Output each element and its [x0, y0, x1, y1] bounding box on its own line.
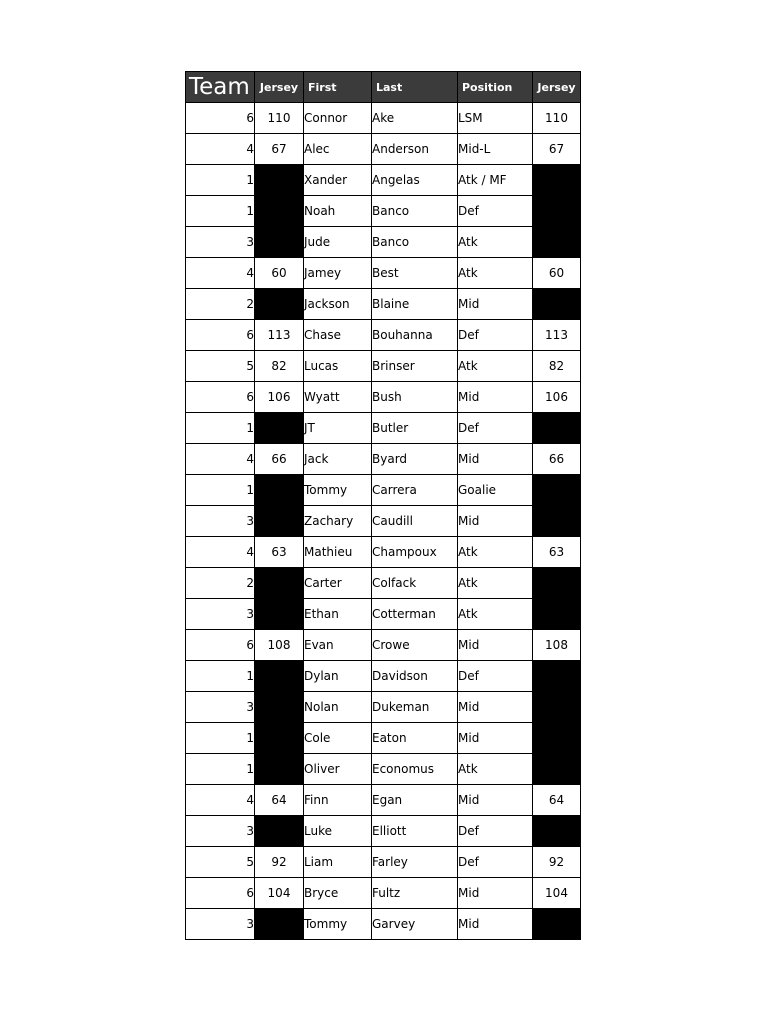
- team-cell: 1: [186, 661, 255, 692]
- jersey-cell: 82: [255, 351, 304, 382]
- jersey-cell: 106: [255, 382, 304, 413]
- table-row: [186, 103, 581, 134]
- position-cell: Def: [458, 661, 533, 692]
- position-cell: Mid: [458, 692, 533, 723]
- position-cell: Def: [458, 847, 533, 878]
- team-cell: 4: [186, 134, 255, 165]
- first-name-cell: Dylan: [304, 661, 372, 692]
- position-cell: Mid: [458, 723, 533, 754]
- first-name-cell: Bryce: [304, 878, 372, 909]
- header-row: [186, 72, 581, 103]
- jersey-repeat-cell: 2: [533, 165, 581, 196]
- first-name-cell: Zachary: [304, 506, 372, 537]
- table-row: [186, 754, 581, 785]
- position-cell: Mid: [458, 909, 533, 940]
- jersey-cell: 104: [255, 878, 304, 909]
- last-name-cell: Caudill: [372, 506, 458, 537]
- position-cell: Atk: [458, 537, 533, 568]
- position-cell: Atk: [458, 227, 533, 258]
- last-name-cell: Bouhanna: [372, 320, 458, 351]
- jersey-cell: 45: [255, 909, 304, 940]
- first-name-cell: Jackson: [304, 289, 372, 320]
- jersey-repeat-cell: 60: [533, 258, 581, 289]
- position-cell: Atk: [458, 351, 533, 382]
- team-cell: 1: [186, 413, 255, 444]
- team-cell: 4: [186, 258, 255, 289]
- first-name-cell: Mathieu: [304, 537, 372, 568]
- last-name-cell: Fultz: [372, 878, 458, 909]
- position-cell: Atk: [458, 258, 533, 289]
- first-name-cell: Luke: [304, 816, 372, 847]
- jersey-repeat-cell: 47: [533, 506, 581, 537]
- position-cell: Def: [458, 816, 533, 847]
- table-row: [186, 723, 581, 754]
- jersey-repeat-cell: 51: [533, 816, 581, 847]
- team-cell: 1: [186, 754, 255, 785]
- table-row: [186, 258, 581, 289]
- team-cell: 1: [186, 196, 255, 227]
- last-name-cell: Brinser: [372, 351, 458, 382]
- table-row: [186, 568, 581, 599]
- table-row: [186, 475, 581, 506]
- team-cell: 4: [186, 537, 255, 568]
- jersey-repeat-cell: 42: [533, 599, 581, 630]
- jersey-repeat-cell: 11: [533, 196, 581, 227]
- last-name-cell: Blaine: [372, 289, 458, 320]
- first-name-cell: Connor: [304, 103, 372, 134]
- last-name-cell: Carrera: [372, 475, 458, 506]
- team-cell: 3: [186, 692, 255, 723]
- jersey-repeat-cell: 63: [533, 537, 581, 568]
- table-row: [186, 351, 581, 382]
- table-row: [186, 909, 581, 940]
- table-row: [186, 382, 581, 413]
- table-row: [186, 847, 581, 878]
- jersey-cell: 4: [255, 723, 304, 754]
- jersey-repeat-cell: 108: [533, 630, 581, 661]
- jersey-cell: 26: [255, 289, 304, 320]
- table-row: [186, 661, 581, 692]
- jersey-column-header: Jersey: [255, 72, 304, 103]
- table-row: [186, 692, 581, 723]
- last-name-cell: Anderson: [372, 134, 458, 165]
- team-cell: 3: [186, 816, 255, 847]
- jersey-cell: 113: [255, 320, 304, 351]
- first-name-cell: Lucas: [304, 351, 372, 382]
- table-row: [186, 227, 581, 258]
- team-cell: 2: [186, 568, 255, 599]
- jersey-cell: 21: [255, 568, 304, 599]
- table-row: [186, 444, 581, 475]
- jersey-repeat-cell: 26: [533, 289, 581, 320]
- jersey-cell: 64: [255, 785, 304, 816]
- table-row: [186, 785, 581, 816]
- jersey-cell: 1: [255, 754, 304, 785]
- jersey-repeat-cell: 17: [533, 475, 581, 506]
- table-body: [186, 103, 581, 940]
- jersey-repeat-cell: 14: [533, 413, 581, 444]
- position-cell: Mid: [458, 878, 533, 909]
- team-cell: 3: [186, 909, 255, 940]
- last-name-cell: Farley: [372, 847, 458, 878]
- position-cell: Mid: [458, 289, 533, 320]
- jersey-cell: 47: [255, 506, 304, 537]
- jersey-cell: 108: [255, 630, 304, 661]
- jersey-repeat-cell: 45: [533, 909, 581, 940]
- first-name-cell: Chase: [304, 320, 372, 351]
- table-row: [186, 816, 581, 847]
- team-cell: 5: [186, 847, 255, 878]
- table-row: [186, 165, 581, 196]
- team-cell: 6: [186, 320, 255, 351]
- jersey-cell: 110: [255, 103, 304, 134]
- table-row: [186, 134, 581, 165]
- last-name-cell: Bush: [372, 382, 458, 413]
- last-name-cell: Davidson: [372, 661, 458, 692]
- position-cell: Goalie: [458, 475, 533, 506]
- roster-table: [185, 71, 581, 940]
- jersey-repeat-column-header: Jersey: [533, 72, 581, 103]
- team-cell: 6: [186, 630, 255, 661]
- team-cell: 4: [186, 444, 255, 475]
- last-name-column-header: Last: [372, 72, 458, 103]
- team-cell: 5: [186, 351, 255, 382]
- team-cell: 1: [186, 475, 255, 506]
- jersey-cell: 66: [255, 444, 304, 475]
- team-cell: 1: [186, 165, 255, 196]
- position-cell: Atk: [458, 568, 533, 599]
- first-name-cell: Liam: [304, 847, 372, 878]
- team-cell: 3: [186, 506, 255, 537]
- first-name-cell: Evan: [304, 630, 372, 661]
- first-name-cell: Xander: [304, 165, 372, 196]
- team-cell: 6: [186, 878, 255, 909]
- jersey-repeat-cell: 92: [533, 847, 581, 878]
- first-name-cell: Ethan: [304, 599, 372, 630]
- table-row: [186, 878, 581, 909]
- first-name-cell: Noah: [304, 196, 372, 227]
- first-name-column-header: First: [304, 72, 372, 103]
- jersey-cell: 67: [255, 134, 304, 165]
- last-name-cell: Colfack: [372, 568, 458, 599]
- table-header: [186, 72, 581, 103]
- jersey-cell: 11: [255, 196, 304, 227]
- team-cell: 3: [186, 227, 255, 258]
- position-cell: Mid: [458, 785, 533, 816]
- position-cell: Atk: [458, 754, 533, 785]
- first-name-cell: Cole: [304, 723, 372, 754]
- jersey-repeat-cell: 21: [533, 568, 581, 599]
- last-name-cell: Garvey: [372, 909, 458, 940]
- table-row: [186, 537, 581, 568]
- position-column-header: Position: [458, 72, 533, 103]
- jersey-repeat-cell: 66: [533, 444, 581, 475]
- position-cell: Def: [458, 196, 533, 227]
- jersey-repeat-cell: 12: [533, 661, 581, 692]
- team-cell: 2: [186, 289, 255, 320]
- jersey-cell: 44: [255, 692, 304, 723]
- position-cell: Atk / MF: [458, 165, 533, 196]
- jersey-repeat-cell: 67: [533, 134, 581, 165]
- last-name-cell: Angelas: [372, 165, 458, 196]
- first-name-cell: Finn: [304, 785, 372, 816]
- table-row: [186, 630, 581, 661]
- first-name-cell: Jamey: [304, 258, 372, 289]
- last-name-cell: Ake: [372, 103, 458, 134]
- position-cell: Mid: [458, 630, 533, 661]
- jersey-repeat-cell: 113: [533, 320, 581, 351]
- position-cell: Def: [458, 413, 533, 444]
- jersey-cell: 14: [255, 413, 304, 444]
- jersey-repeat-cell: 104: [533, 878, 581, 909]
- first-name-cell: Carter: [304, 568, 372, 599]
- position-cell: Mid: [458, 444, 533, 475]
- last-name-cell: Best: [372, 258, 458, 289]
- team-column-header: Team: [186, 72, 255, 103]
- team-cell: 3: [186, 599, 255, 630]
- first-name-cell: Jude: [304, 227, 372, 258]
- last-name-cell: Cotterman: [372, 599, 458, 630]
- last-name-cell: Elliott: [372, 816, 458, 847]
- jersey-cell: 92: [255, 847, 304, 878]
- last-name-cell: Crowe: [372, 630, 458, 661]
- jersey-cell: 17: [255, 475, 304, 506]
- jersey-cell: 42: [255, 599, 304, 630]
- jersey-cell: 2: [255, 165, 304, 196]
- jersey-repeat-cell: 82: [533, 351, 581, 382]
- team-cell: 6: [186, 103, 255, 134]
- last-name-cell: Banco: [372, 227, 458, 258]
- jersey-repeat-cell: 110: [533, 103, 581, 134]
- position-cell: Def: [458, 320, 533, 351]
- jersey-repeat-cell: 1: [533, 754, 581, 785]
- jersey-repeat-cell: 4: [533, 723, 581, 754]
- jersey-cell: 51: [255, 816, 304, 847]
- position-cell: Mid: [458, 382, 533, 413]
- jersey-repeat-cell: 106: [533, 382, 581, 413]
- jersey-cell: 12: [255, 661, 304, 692]
- jersey-repeat-cell: 23: [533, 227, 581, 258]
- team-cell: 6: [186, 382, 255, 413]
- first-name-cell: Nolan: [304, 692, 372, 723]
- jersey-cell: 60: [255, 258, 304, 289]
- table-row: [186, 320, 581, 351]
- team-cell: 1: [186, 723, 255, 754]
- first-name-cell: Jack: [304, 444, 372, 475]
- last-name-cell: Byard: [372, 444, 458, 475]
- team-cell: 4: [186, 785, 255, 816]
- last-name-cell: Egan: [372, 785, 458, 816]
- last-name-cell: Champoux: [372, 537, 458, 568]
- last-name-cell: Eaton: [372, 723, 458, 754]
- last-name-cell: Butler: [372, 413, 458, 444]
- first-name-cell: Tommy: [304, 475, 372, 506]
- position-cell: LSM: [458, 103, 533, 134]
- first-name-cell: Tommy: [304, 909, 372, 940]
- position-cell: Atk: [458, 599, 533, 630]
- jersey-cell: 23: [255, 227, 304, 258]
- first-name-cell: JT: [304, 413, 372, 444]
- table-row: [186, 506, 581, 537]
- position-cell: Mid-L: [458, 134, 533, 165]
- last-name-cell: Banco: [372, 196, 458, 227]
- last-name-cell: Economus: [372, 754, 458, 785]
- table-row: [186, 413, 581, 444]
- first-name-cell: Alec: [304, 134, 372, 165]
- table-row: [186, 599, 581, 630]
- first-name-cell: Wyatt: [304, 382, 372, 413]
- position-cell: Mid: [458, 506, 533, 537]
- jersey-repeat-cell: 44: [533, 692, 581, 723]
- first-name-cell: Oliver: [304, 754, 372, 785]
- table-row: [186, 289, 581, 320]
- jersey-repeat-cell: 64: [533, 785, 581, 816]
- last-name-cell: Dukeman: [372, 692, 458, 723]
- table-row: [186, 196, 581, 227]
- jersey-cell: 63: [255, 537, 304, 568]
